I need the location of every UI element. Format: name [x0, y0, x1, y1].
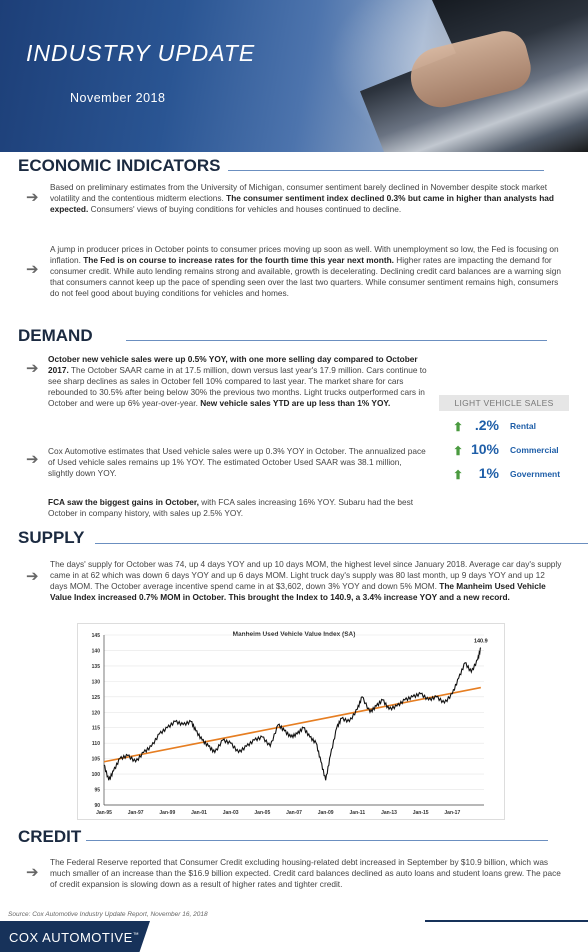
section-title-credit: CREDIT — [18, 827, 82, 846]
x-tick-label: Jan-97 — [127, 810, 144, 816]
y-tick-label: 90 — [94, 803, 100, 809]
arrow-icon: ➔ — [26, 261, 39, 278]
section-rule — [95, 543, 588, 544]
source-note: Source: Cox Automotive Industry Update Report, November 16, 2018 — [8, 911, 208, 918]
footer-line — [425, 920, 588, 922]
sales-row-government — [439, 465, 569, 487]
x-tick-label: Jan-01 — [191, 810, 207, 816]
section-title-economic: ECONOMIC INDICATORS — [18, 156, 221, 175]
chart-title: Manheim Used Vehicle Value Index (SA) — [232, 631, 356, 638]
y-tick-label: 120 — [91, 710, 100, 717]
report-date: November 2018 — [70, 91, 166, 105]
demand-paragraph-2: Cox Automotive estimates that Used vehicle sales were up 0.3% YOY in October. The annualized pace of Used vehicle sales remains up 1% YOY. The estimated October Used SAAR was 38.1 million, slightly down YOY. — [48, 446, 426, 478]
y-tick-label: 115 — [91, 725, 100, 732]
arrow-icon: ➔ — [26, 189, 39, 206]
y-tick-label: 135 — [91, 663, 100, 670]
credit-paragraph: The Federal Reserve reported that Consumer Credit excluding housing-related debt increased in September by $10.9 billion, which was much smaller of an increase than the $16.9 billion expected. Credit card balances declined as auto loans and student loans grew. The pace of credit expansion is slowing down as a result of higher rates and tighter credit. — [50, 857, 561, 889]
x-tick-label: Jan-95 — [96, 810, 112, 816]
light-vehicle-sales-title: LIGHT VEHICLE SALES — [439, 395, 569, 411]
sales-label: Rental — [510, 421, 536, 431]
index-series-line — [104, 648, 481, 781]
demand-paragraph-3: FCA saw the biggest gains in October, with FCA sales increasing 16% YOY. Subaru had the best October in company history, with sales up 2.5% YOY. — [48, 497, 414, 518]
up-arrow-icon: ⬆ — [453, 444, 464, 458]
y-tick-label: 95 — [94, 787, 100, 794]
manheim-index-chart — [77, 623, 505, 820]
sales-value: 10% — [470, 441, 499, 457]
y-tick-label: 110 — [91, 741, 100, 748]
y-tick-label: 100 — [91, 772, 100, 779]
arrow-icon: ➔ — [26, 451, 39, 468]
y-tick-label: 145 — [91, 633, 100, 639]
sales-row-commercial — [439, 441, 569, 463]
up-arrow-icon: ⬆ — [453, 468, 464, 482]
sales-value: 1% — [478, 465, 499, 481]
section-title-demand: DEMAND — [18, 326, 93, 345]
y-tick-label: 140 — [91, 648, 100, 655]
section-rule — [126, 340, 547, 341]
arrow-icon: ➔ — [26, 568, 39, 585]
demand-paragraph-1: October new vehicle sales were up 0.5% YOY, with one more selling day compared to October 2017. The October SAAR came in at 17.5 million, down versus last year's 17.9 million. Cars continue to see sharp declines as sales in October fell 10% compared to last year. The market share for cars rebounded to 30.5% after being below 30% the previous two months. Light trucks outperformed cars in October and were up 6% year-over-year. New vehicle sales YTD are up less than 1% YOY. — [48, 354, 427, 408]
end-value-label: 140.9 — [473, 638, 488, 645]
header-banner — [0, 0, 588, 152]
y-tick-label: 130 — [91, 679, 100, 686]
x-tick-label: Jan-17 — [444, 810, 461, 816]
report-title: INDUSTRY UPDATE — [26, 40, 256, 66]
sales-row-rental — [439, 417, 569, 439]
sales-value: .2% — [474, 417, 499, 433]
y-tick-label: 125 — [91, 694, 100, 701]
x-tick-label: Jan-99 — [159, 810, 176, 816]
x-tick-label: Jan-05 — [254, 810, 271, 816]
light-vehicle-sales-box — [439, 395, 569, 487]
economic-paragraph-1: Based on preliminary estimates from the University of Michigan, consumer sentiment barely declined in November despite stock market volatility and the contentious midterm elections. The consumer sentiment index declined 0.3% but came in higher than analysts had expected. Consumers' views of buying conditions for vehicles and houses continued to decline. — [50, 182, 554, 214]
section-rule — [228, 170, 544, 171]
up-arrow-icon: ⬆ — [453, 420, 464, 434]
arrow-icon: ➔ — [26, 360, 39, 377]
chart-svg — [78, 624, 504, 819]
x-tick-label: Jan-11 — [349, 810, 366, 816]
section-rule — [86, 840, 548, 841]
x-tick-label: Jan-03 — [222, 810, 239, 816]
trend-line — [104, 688, 481, 762]
section-title-supply: SUPPLY — [18, 528, 85, 547]
supply-paragraph: The days' supply for October was 74, up 4 days YOY and up 10 days MOM, the highest level since January 2018. Average car day's supply came in at 62 which was down 6 days YOY and up 6 days MOM. Light truck day's supply was 80 last month, up 9 days YOY and up 12 days MOM. The October average incentive spend came in at $3,602, down 3% YOY and down 5% MOM. The Manheim Used Vehicle Value Index increased 0.7% MOM in October. This brought the Index to 140.9, a 3.4% increase YOY and a new record. — [50, 559, 562, 602]
y-tick-label: 105 — [91, 756, 100, 763]
economic-paragraph-2: A jump in producer prices in October points to consumer prices moving up soon as well. With unemployment so low, the Fed is focusing on inflation. The Fed is on course to increase rates for the fourth time this year next month. Higher rates are impacting the demand for consumer credit. While auto lending remains strong and available, growth is decelerating. Declining credit card balances are a warning sign that consumers cannot keep up the pace of spending seen over the last two quarters. While consumer sentiment remains high, consumers do not feel good about buying conditions for vehicles and homes. — [50, 244, 561, 298]
cox-automotive-logo: COX AUTOMOTIVE™ — [9, 930, 140, 945]
arrow-icon: ➔ — [26, 864, 39, 881]
sales-label: Commercial — [510, 445, 559, 455]
x-tick-label: Jan-13 — [381, 810, 397, 816]
x-tick-label: Jan-07 — [286, 810, 302, 816]
x-tick-label: Jan-15 — [412, 810, 429, 816]
x-tick-label: Jan-09 — [317, 810, 334, 816]
sales-label: Government — [510, 469, 561, 479]
